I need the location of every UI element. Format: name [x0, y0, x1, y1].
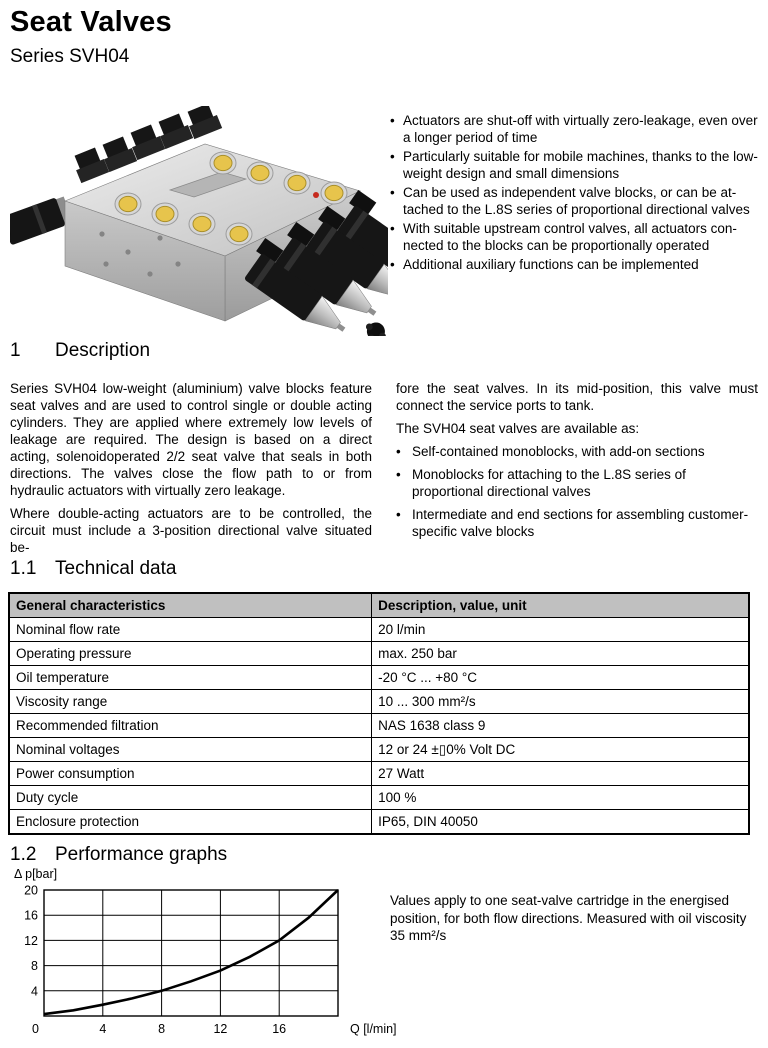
section-heading-description [10, 340, 150, 362]
table-row [9, 714, 749, 738]
table-row [9, 642, 749, 666]
table-cell-label: Oil temperature [9, 666, 372, 690]
availability-list [396, 443, 758, 540]
table-cell-label: Operating pressure [9, 642, 372, 666]
table-cell-value: 10 ... 300 mm²/s [372, 690, 749, 714]
feature-item: • Actuators are shut-off with virtually zero-leakage, even over a longer period of time [390, 112, 764, 146]
section-title: Technical data [55, 558, 177, 579]
table-cell-value: NAS 1638 class 9 [372, 714, 749, 738]
table-row [9, 738, 749, 762]
feature-item: • Can be used as independent valve blocks, or can be at-tached to the L.8S series of proportional directional valves [390, 184, 764, 218]
table-row [9, 690, 749, 714]
svg-text:16: 16 [272, 1022, 287, 1036]
table-row [9, 666, 749, 690]
feature-list [390, 112, 764, 275]
table-row [9, 810, 749, 835]
svg-text:0: 0 [32, 1022, 39, 1036]
feature-item: • Additional auxiliary functions can be implemented [390, 256, 764, 273]
feature-item: • Particularly suitable for mobile machines, thanks to the low-weight design and small dimensions [390, 148, 764, 182]
table-cell-value: 100 % [372, 786, 749, 810]
table-cell-value: max. 250 bar [372, 642, 749, 666]
table-row [9, 786, 749, 810]
svg-text:12: 12 [24, 933, 38, 948]
svg-text:20: 20 [24, 883, 38, 898]
svg-text:16: 16 [24, 908, 38, 923]
table-header-row [9, 593, 749, 618]
table-header-cell: Description, value, unit [372, 593, 749, 618]
page-title: Seat Valves [10, 6, 172, 38]
table-cell-value: -20 °C ... +80 °C [372, 666, 749, 690]
pressure-flow-chart [6, 864, 426, 1036]
table-cell-label: Duty cycle [9, 786, 372, 810]
table-cell-label: Nominal flow rate [9, 618, 372, 642]
page-subtitle: Series SVH04 [10, 46, 130, 67]
technical-data-table [8, 592, 750, 835]
description-column-right [396, 380, 758, 562]
section-number: 1 [10, 340, 21, 361]
performance-note: Values apply to one seat-valve cartridge in the energised position, for both flow directions. Measured with oil viscosity 35 mm²/s [390, 893, 747, 943]
availability-item: • Intermediate and end sections for assembling customer-specific valve blocks [396, 506, 758, 540]
section-heading-technical-data [10, 558, 176, 580]
svg-text:Q [l/min]: Q [l/min] [350, 1022, 397, 1036]
description-column-left [10, 380, 372, 562]
availability-item: • Self-contained monoblocks, with add-on sections [396, 443, 758, 460]
svg-text:4: 4 [31, 984, 38, 999]
svg-text:12: 12 [213, 1022, 228, 1036]
table-cell-label: Recommended filtration [9, 714, 372, 738]
description-paragraph: fore the seat valves. In its mid-position, this valve must connect the service ports to tank. [396, 381, 758, 413]
table-cell-value: IP65, DIN 40050 [372, 810, 749, 835]
left-solenoid [10, 195, 73, 253]
description-paragraph: The SVH04 seat valves are available as: [396, 421, 640, 436]
table-row [9, 762, 749, 786]
feature-item: • With suitable upstream control valves, all actuators con-nected to the blocks can be proportionally operated [390, 220, 764, 254]
description-body [10, 380, 758, 562]
table-cell-label: Enclosure protection [9, 810, 372, 835]
svg-text:Δ p[bar]: Δ p[bar] [14, 867, 58, 881]
table-cell-label: Viscosity range [9, 690, 372, 714]
performance-chart [6, 864, 426, 1036]
product-photo [10, 106, 388, 336]
section-title: Description [55, 340, 151, 361]
availability-item: • Monoblocks for attaching to the L.8S series of proportional directional valves [396, 466, 758, 500]
section-number: 1.2 [10, 844, 37, 865]
section-title: Performance graphs [55, 844, 228, 865]
svg-text:8: 8 [158, 1022, 166, 1036]
table-cell-value: 12 or 24 ±▯0% Volt DC [372, 738, 749, 762]
table-cell-label: Nominal voltages [9, 738, 372, 762]
table-header-cell: General characteristics [9, 593, 372, 618]
svg-text:4: 4 [99, 1022, 107, 1036]
section-number: 1.1 [10, 558, 37, 579]
table-cell-label: Power consumption [9, 762, 372, 786]
red-indicator [313, 192, 319, 198]
valve-block-photo-illustration [10, 106, 388, 336]
description-paragraph: Where double-acting actuators are to be controlled, the circuit must include a 3-position directional valve situated be- [10, 506, 372, 555]
table-row [9, 618, 749, 642]
svg-text:8: 8 [31, 959, 38, 974]
table-cell-value: 20 l/min [372, 618, 749, 642]
table-cell-value: 27 Watt [372, 762, 749, 786]
description-paragraph: Series SVH04 low-weight (aluminium) valve blocks feature seat valves and are used to control single or double acting cylinders. They are applied where extremely low levels of leakage are required. The design is based on a direct acting, solenoidoperated 2/2 seat valve that seals in both directions. The valves close the flow path to or from hydraulic actuators with virtually zero leakage. [10, 381, 372, 498]
section-heading-performance-graphs [10, 844, 227, 866]
